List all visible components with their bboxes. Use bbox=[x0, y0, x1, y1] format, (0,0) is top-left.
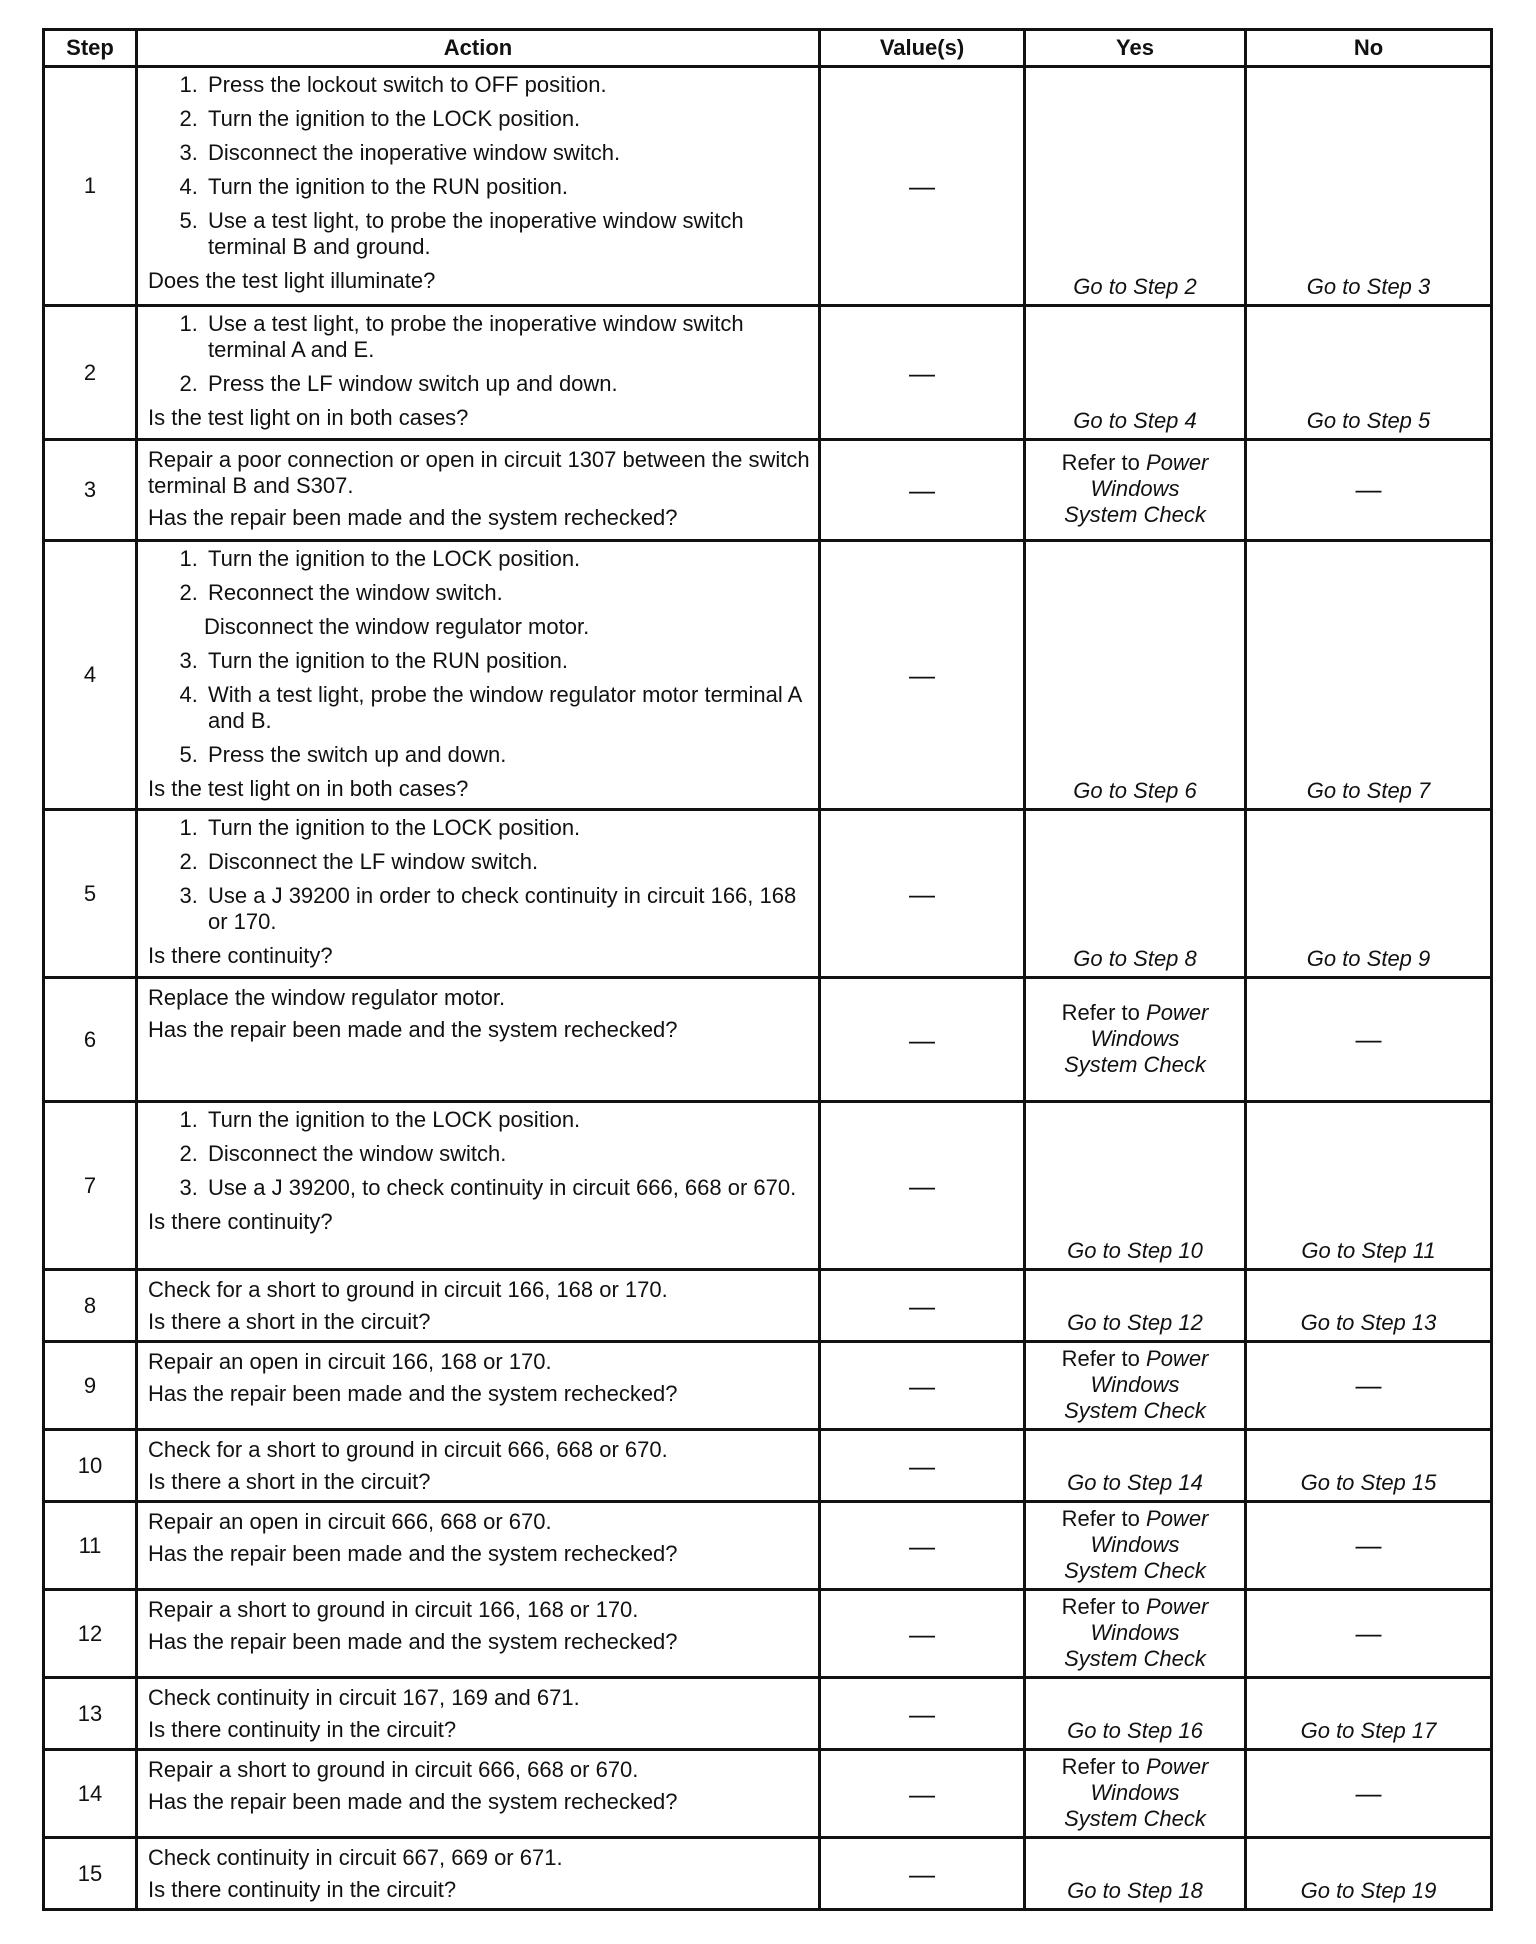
refer-title-2: Windows bbox=[1090, 1025, 1180, 1051]
action-statement: Repair a short to ground in circuit 166, 168 or 170. bbox=[148, 1597, 639, 1622]
diagnostic-page bbox=[42, 28, 1490, 1911]
action-statement: Repair an open in circuit 166, 168 or 170. bbox=[148, 1349, 552, 1374]
action-cell bbox=[137, 306, 820, 440]
action-cell bbox=[137, 1342, 820, 1430]
refer-title-3: System Check bbox=[1064, 1645, 1206, 1671]
action-step-item: 3. Disconnect the inoperative window switch. bbox=[204, 140, 810, 166]
no-goto-text: Go to Step 5 bbox=[1306, 408, 1431, 433]
no-goto-text: Go to Step 15 bbox=[1300, 1470, 1437, 1495]
action-question: Is there a short in the circuit? bbox=[148, 1469, 431, 1494]
action-step-item: 2. Disconnect the window switch. bbox=[204, 1141, 810, 1167]
no-goto bbox=[1246, 1838, 1492, 1910]
table-row bbox=[44, 306, 1492, 440]
action-question: Has the repair been made and the system rechecked? bbox=[148, 1541, 678, 1566]
no-goto bbox=[1246, 306, 1492, 440]
action-step-item: 1. Press the lockout switch to OFF position. bbox=[204, 72, 810, 98]
refer-line-1 bbox=[1030, 1754, 1240, 1780]
value-cell: — bbox=[820, 1342, 1025, 1430]
table-row bbox=[44, 1750, 1492, 1838]
action-question: Is there a short in the circuit? bbox=[148, 1309, 431, 1334]
action-question: Has the repair been made and the system rechecked? bbox=[148, 1381, 678, 1406]
yes-refer bbox=[1025, 978, 1246, 1102]
no-dash: — bbox=[1246, 440, 1492, 541]
refer-title-2: Windows bbox=[1090, 476, 1180, 501]
step-number: 4 bbox=[44, 541, 137, 810]
value-cell: — bbox=[820, 978, 1025, 1102]
yes-goto bbox=[1025, 1838, 1246, 1910]
step-number: 2 bbox=[44, 306, 137, 440]
action-step-item: 1. Use a test light, to probe the inoperative window switch terminal A and E. bbox=[204, 311, 810, 363]
action-cell bbox=[137, 1838, 820, 1910]
table-row bbox=[44, 440, 1492, 541]
no-goto-text: Go to Step 19 bbox=[1300, 1878, 1437, 1903]
step-number: 7 bbox=[44, 1102, 137, 1270]
refer-line-1 bbox=[1030, 1000, 1240, 1026]
yes-refer bbox=[1025, 440, 1246, 541]
no-dash: — bbox=[1246, 1590, 1492, 1678]
yes-goto-text: Go to Step 4 bbox=[1073, 408, 1197, 433]
action-question: Has the repair been made and the system rechecked? bbox=[148, 1017, 678, 1042]
no-goto bbox=[1246, 541, 1492, 810]
no-goto-text: Go to Step 9 bbox=[1306, 946, 1431, 971]
action-step-item: 5. Use a test light, to probe the inoperative window switch terminal B and ground. bbox=[204, 208, 810, 260]
refer-title-3: System Check bbox=[1064, 502, 1206, 527]
table-row bbox=[44, 541, 1492, 810]
value-cell: — bbox=[820, 306, 1025, 440]
action-cell bbox=[137, 1102, 820, 1270]
refer-line-1 bbox=[1030, 1594, 1240, 1620]
refer-title-3: System Check bbox=[1064, 1805, 1206, 1831]
action-step-item: 2. Disconnect the LF window switch. bbox=[204, 849, 810, 875]
no-goto bbox=[1246, 1678, 1492, 1750]
table-row bbox=[44, 1270, 1492, 1342]
no-goto bbox=[1246, 1270, 1492, 1342]
action-step-item: 3. Use a J 39200, to check continuity in circuit 666, 668 or 670. bbox=[204, 1175, 810, 1201]
action-step-item: 4. Turn the ignition to the RUN position. bbox=[204, 174, 810, 200]
yes-goto-text: Go to Step 18 bbox=[1067, 1878, 1203, 1903]
refer-title-2: Windows bbox=[1090, 1371, 1180, 1397]
refer-title-3: System Check bbox=[1064, 1051, 1206, 1077]
header-values: Value(s) bbox=[820, 30, 1025, 67]
value-cell: — bbox=[820, 1838, 1025, 1910]
refer-lead: Refer to bbox=[1061, 1345, 1140, 1371]
refer-title-1: Power bbox=[1146, 1505, 1209, 1531]
action-step-list bbox=[148, 546, 810, 606]
no-goto bbox=[1246, 67, 1492, 306]
value-cell: — bbox=[820, 541, 1025, 810]
table-row bbox=[44, 1502, 1492, 1590]
yes-goto-text: Go to Step 8 bbox=[1073, 946, 1197, 971]
yes-goto bbox=[1025, 1430, 1246, 1502]
action-cell bbox=[137, 67, 820, 306]
step-number: 5 bbox=[44, 810, 137, 978]
no-goto-text: Go to Step 11 bbox=[1301, 1238, 1436, 1263]
refer-lead: Refer to bbox=[1061, 450, 1140, 475]
action-step-item: 2. Press the LF window switch up and down. bbox=[204, 371, 810, 397]
table-row bbox=[44, 1342, 1492, 1430]
action-step-item: 5. Press the switch up and down. bbox=[204, 742, 810, 768]
value-cell: — bbox=[820, 440, 1025, 541]
refer-title-1: Power bbox=[1146, 450, 1209, 475]
step-number: 12 bbox=[44, 1590, 137, 1678]
no-dash: — bbox=[1246, 1750, 1492, 1838]
table-row bbox=[44, 1590, 1492, 1678]
yes-refer bbox=[1025, 1750, 1246, 1838]
action-step-list bbox=[148, 311, 810, 397]
action-question: Has the repair been made and the system rechecked? bbox=[148, 1629, 678, 1654]
yes-goto bbox=[1025, 541, 1246, 810]
action-cell bbox=[137, 440, 820, 541]
refer-lead: Refer to bbox=[1061, 1505, 1140, 1531]
action-cell bbox=[137, 1430, 820, 1502]
yes-goto bbox=[1025, 67, 1246, 306]
header-action: Action bbox=[137, 30, 820, 67]
action-step-item: 1. Turn the ignition to the LOCK position. bbox=[204, 1107, 810, 1133]
value-cell: — bbox=[820, 1102, 1025, 1270]
value-cell: — bbox=[820, 1750, 1025, 1838]
step-number: 15 bbox=[44, 1838, 137, 1910]
yes-goto bbox=[1025, 1270, 1246, 1342]
no-dash: — bbox=[1246, 1502, 1492, 1590]
yes-goto-text: Go to Step 12 bbox=[1067, 1310, 1203, 1335]
refer-lead: Refer to bbox=[1061, 1593, 1140, 1619]
yes-refer bbox=[1025, 1342, 1246, 1430]
table-row bbox=[44, 67, 1492, 306]
refer-lead: Refer to bbox=[1061, 999, 1140, 1025]
yes-goto-text: Go to Step 16 bbox=[1067, 1718, 1203, 1743]
header-step: Step bbox=[44, 30, 137, 67]
step-number: 6 bbox=[44, 978, 137, 1102]
action-step-item: 2. Reconnect the window switch. bbox=[204, 580, 810, 606]
action-statement: Check continuity in circuit 167, 169 and 671. bbox=[148, 1685, 580, 1710]
no-goto-text: Go to Step 13 bbox=[1300, 1310, 1437, 1335]
action-step-list bbox=[148, 72, 810, 260]
refer-title-3: System Check bbox=[1064, 1397, 1206, 1423]
no-goto-text: Go to Step 3 bbox=[1306, 274, 1431, 299]
table-row bbox=[44, 1678, 1492, 1750]
table-row bbox=[44, 1430, 1492, 1502]
action-step-item: 3. Use a J 39200 in order to check continuity in circuit 166, 168 or 170. bbox=[204, 883, 810, 935]
action-question: Does the test light illuminate? bbox=[148, 268, 436, 293]
value-cell: — bbox=[820, 810, 1025, 978]
no-dash: — bbox=[1246, 978, 1492, 1102]
refer-title-1: Power bbox=[1146, 1593, 1209, 1619]
yes-goto bbox=[1025, 1102, 1246, 1270]
action-statement: Repair an open in circuit 666, 668 or 670. bbox=[148, 1509, 552, 1534]
action-statement: Check for a short to ground in circuit 166, 168 or 170. bbox=[148, 1277, 668, 1302]
step-number: 14 bbox=[44, 1750, 137, 1838]
yes-goto bbox=[1025, 1678, 1246, 1750]
action-question: Is the test light on in both cases? bbox=[148, 776, 469, 801]
no-goto bbox=[1246, 810, 1492, 978]
step-number: 13 bbox=[44, 1678, 137, 1750]
refer-line-1 bbox=[1030, 1506, 1240, 1532]
no-dash: — bbox=[1246, 1342, 1492, 1430]
action-statement: Repair a short to ground in circuit 666, 668 or 670. bbox=[148, 1757, 639, 1782]
refer-title-2: Windows bbox=[1090, 1531, 1180, 1557]
header-yes: Yes bbox=[1025, 30, 1246, 67]
refer-title-3: System Check bbox=[1064, 1557, 1206, 1583]
refer-line-1 bbox=[1030, 450, 1240, 476]
refer-title-1: Power bbox=[1146, 999, 1209, 1025]
action-step-item: 1. Turn the ignition to the LOCK position. bbox=[204, 815, 810, 841]
yes-goto-text: Go to Step 2 bbox=[1073, 274, 1197, 299]
yes-goto-text: Go to Step 14 bbox=[1067, 1470, 1203, 1495]
refer-title-2: Windows bbox=[1090, 1619, 1180, 1645]
action-statement: Repair a poor connection or open in circuit 1307 between the switch terminal B and S307. bbox=[148, 447, 810, 498]
table-body bbox=[44, 67, 1492, 1910]
no-goto-text: Go to Step 7 bbox=[1306, 778, 1431, 803]
action-cell bbox=[137, 1590, 820, 1678]
table-row bbox=[44, 810, 1492, 978]
step-number: 3 bbox=[44, 440, 137, 541]
value-cell: — bbox=[820, 67, 1025, 306]
action-step-item: 2. Turn the ignition to the LOCK position. bbox=[204, 106, 810, 132]
action-cell bbox=[137, 541, 820, 810]
action-question: Has the repair been made and the system rechecked? bbox=[148, 505, 678, 530]
header-no: No bbox=[1246, 30, 1492, 67]
table-row bbox=[44, 1838, 1492, 1910]
step-number: 9 bbox=[44, 1342, 137, 1430]
value-cell: — bbox=[820, 1678, 1025, 1750]
value-cell: — bbox=[820, 1270, 1025, 1342]
yes-goto-text: Go to Step 6 bbox=[1073, 778, 1197, 803]
action-step-item: 1. Turn the ignition to the LOCK position. bbox=[204, 546, 810, 572]
table-row bbox=[44, 978, 1492, 1102]
yes-refer bbox=[1025, 1502, 1246, 1590]
action-step-item: 4. With a test light, probe the window regulator motor terminal A and B. bbox=[204, 682, 810, 734]
action-question: Is there continuity? bbox=[148, 943, 333, 968]
action-statement: Replace the window regulator motor. bbox=[148, 985, 506, 1010]
refer-title-1: Power bbox=[1146, 1345, 1209, 1371]
diagnostic-table bbox=[42, 28, 1493, 1911]
step-number: 11 bbox=[44, 1502, 137, 1590]
no-goto bbox=[1246, 1102, 1492, 1270]
action-cell bbox=[137, 1678, 820, 1750]
action-cell bbox=[137, 810, 820, 978]
action-question: Has the repair been made and the system rechecked? bbox=[148, 1789, 678, 1814]
action-statement: Check continuity in circuit 667, 669 or 671. bbox=[148, 1845, 563, 1870]
step-number: 8 bbox=[44, 1270, 137, 1342]
refer-title-2: Windows bbox=[1090, 1779, 1180, 1805]
refer-lead: Refer to bbox=[1061, 1753, 1140, 1779]
step-number: 1 bbox=[44, 67, 137, 306]
action-statement: Check for a short to ground in circuit 666, 668 or 670. bbox=[148, 1437, 668, 1462]
yes-goto bbox=[1025, 306, 1246, 440]
action-step-item: 3. Turn the ignition to the RUN position. bbox=[204, 648, 810, 674]
value-cell: — bbox=[820, 1590, 1025, 1678]
refer-line-1 bbox=[1030, 1346, 1240, 1372]
no-goto-text: Go to Step 17 bbox=[1300, 1718, 1437, 1743]
action-question: Is the test light on in both cases? bbox=[148, 405, 469, 430]
action-question: Is there continuity in the circuit? bbox=[148, 1877, 457, 1902]
header-row bbox=[44, 30, 1492, 67]
action-cell bbox=[137, 1270, 820, 1342]
refer-title-1: Power bbox=[1146, 1753, 1209, 1779]
yes-goto bbox=[1025, 810, 1246, 978]
action-step-list bbox=[148, 648, 810, 768]
step-number: 10 bbox=[44, 1430, 137, 1502]
action-question: Is there continuity? bbox=[148, 1209, 333, 1234]
action-note: Disconnect the window regulator motor. bbox=[204, 614, 590, 639]
value-cell: — bbox=[820, 1430, 1025, 1502]
action-cell bbox=[137, 1502, 820, 1590]
action-question: Is there continuity in the circuit? bbox=[148, 1717, 457, 1742]
no-goto bbox=[1246, 1430, 1492, 1502]
action-cell bbox=[137, 978, 820, 1102]
yes-goto-text: Go to Step 10 bbox=[1067, 1238, 1203, 1263]
value-cell: — bbox=[820, 1502, 1025, 1590]
action-step-list bbox=[148, 815, 810, 935]
table-row bbox=[44, 1102, 1492, 1270]
yes-refer bbox=[1025, 1590, 1246, 1678]
action-cell bbox=[137, 1750, 820, 1838]
action-step-list bbox=[148, 1107, 810, 1201]
